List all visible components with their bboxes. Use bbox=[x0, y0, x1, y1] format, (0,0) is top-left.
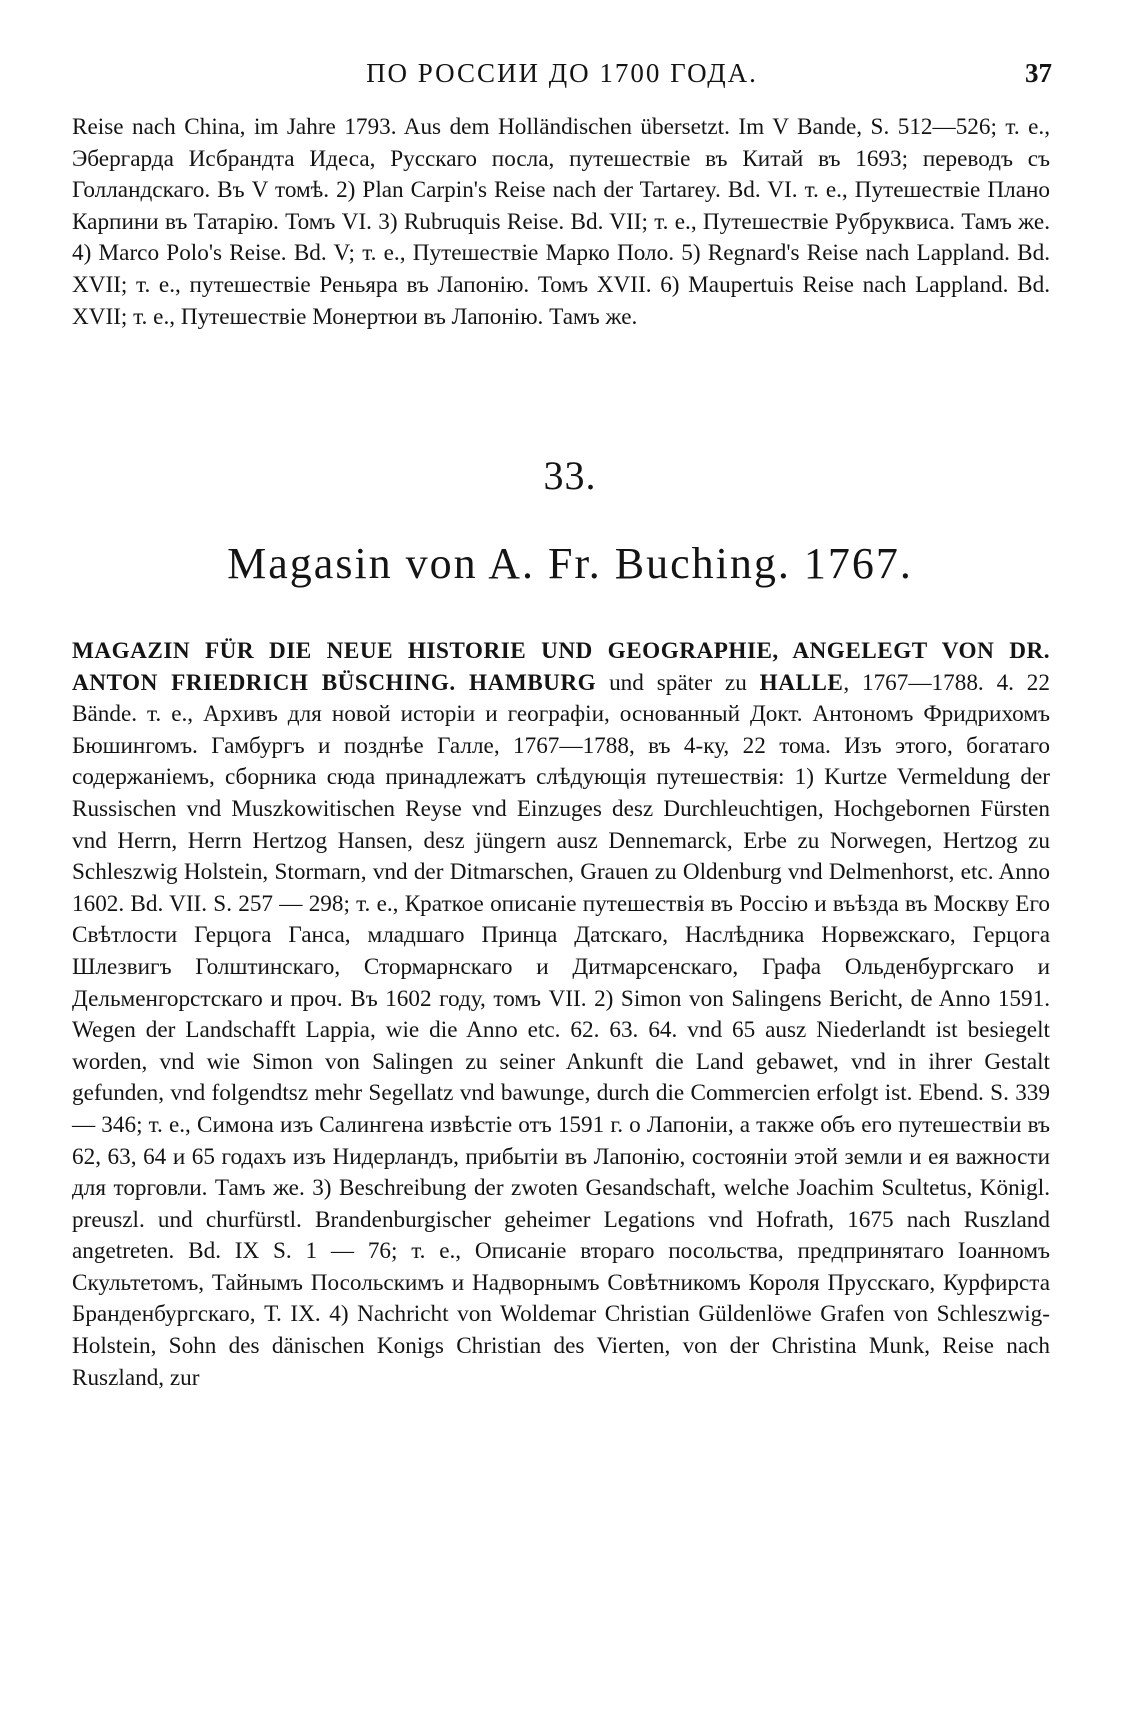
running-header bbox=[72, 58, 1052, 98]
entry-connector: und später zu bbox=[596, 669, 760, 696]
page-number: 37 bbox=[1025, 58, 1052, 88]
entry-body: , 1767—1788. 4. 22 Bände. т. е., Архивъ для новой исторіи и географіи, основанный Докт. Антономъ Фридрихомъ Бюшингомъ. Гамбургъ и позднѣе Галле, 1767—1788, въ 4-ку, 22 тома. Изъ этого, богатаго содержаніемъ, сборника сюда принадлежатъ слѣдующія путешествія: 1) Kurtze Vermeldung der Russischen vnd Muszkowitischen Reyse vnd Einzuges desz Durchleuchtigen, Hochgebornen Fürsten vnd Herrn, Herrn Hertzog Hansen, desz jüngern ausz Dennemarck, Erbe zu Norwegen, Hertzog zu Schleszwig Holstein, Stormarn, vnd der Ditmarschen, Grauen zu Oldenburg vnd Delmenhorst, etc. Anno 1602. Bd. VII. S. 257 — 298; т. е., Краткое описаніе путешествія въ Россію и въѣзда въ Москву Его Свѣтлости Герцога Ганса, младшаго Принца Датскаго, Наслѣдника Норвежскаго, Герцога Шлезвигъ Голштинскаго, Стормарнскаго и Дитмарсенскаго, Графа Ольденбургскаго и Дельменгорстскаго и проч. Въ 1602 году, томъ VII. 2) Simon von Salingens Bericht, de Anno 1591. Wegen der Landschafft Lappia, wie die Anno etc. 62. 63. 64. vnd 65 ausz Niederlandt ist besiegelt worden, vnd wie Simon von Salingen zu seiner Ankunft die Land gebawet, vnd in ihrer Gestalt gefunden, vnd folgendtsz mehr Segellatz vnd bawunge, durch die Commercien erfolgt ist. Ebend. S. 339— 346; т. е., Симона изъ Салингена извѣстіе отъ 1591 г. о Лапоніи, а также объ его путешествіи въ 62, 63, 64 и 65 годахъ изъ Нидерландъ, прибытіи въ Лапонію, состояніи этой земли и ея важности для торговли. Тамъ же. 3) Beschreibung der zwoten Gesandschaft, welche Joachim Scultetus, Königl. preuszl. und churfürstl. Brandenburgischer geheimer Legations vnd Hofrath, 1675 nach Ruszland angetreten. Bd. IX S. 1 — 76; т. е., Описаніе втораго посольства, предпринятаго Іоанномъ Скультетомъ, Тайнымъ Посольскимъ и Надворнымъ Совѣтникомъ Короля Прусскаго, Курфирста Бранденбургскаго, Т. IX. 4) Nachricht von Woldemar Christian Güldenlöwe Grafen von Schleszwig-Holstein, Sohn des dänischen Konigs Christian des Vierten, von der Christina Munk, Reise nach Ruszland, zur bbox=[72, 669, 1050, 1391]
entry-paragraph bbox=[72, 636, 1050, 1394]
continued-paragraph: Reise nach China, im Jahre 1793. Aus dem Holländischen übersetzt. Im V Bande, S. 512—526; т. е., Эбергарда Исбрандта Идеса, Русскаго посла, путешествіе въ Китай въ 1693; переводъ съ Голландскаго. Въ V томѣ. 2) Plan Carpin's Reise nach der Tartarey. Bd. VI. т. е., Путешествіе Плано Карпини въ Татарію. Томъ VI. 3) Rubruquis Reise. Bd. VII; т. е., Путешествіе Рубруквиса. Тамъ же. 4) Marco Polo's Reise. Bd. V; т. е., Путешествіе Марко Поло. 5) Regnard's Reise nach Lappland. Bd. XVII; т. е., путешествіе Реньяра въ Лапонію. Томъ XVII. 6) Maupertuis Reise nach Lappland. Bd. XVII; т. е., Путешествіе Монертюи въ Лапонію. Тамъ же. bbox=[72, 114, 1050, 330]
section-number: 33. bbox=[543, 453, 597, 498]
entry-city-caps: HALLE bbox=[759, 669, 844, 696]
section-title: Magasin von A. Fr. Buching. 1767. bbox=[227, 539, 913, 588]
running-title: ПО РОССИИ ДО 1700 ГОДА. bbox=[366, 58, 758, 88]
entry-title-caps: MAGAZIN FÜR DIE NEUE HISTORIE UND GEOGRAPHIE, ANGELEGT VON DR. ANTON FRIEDRICH BÜSCHING. HAMBURG bbox=[72, 638, 1050, 696]
